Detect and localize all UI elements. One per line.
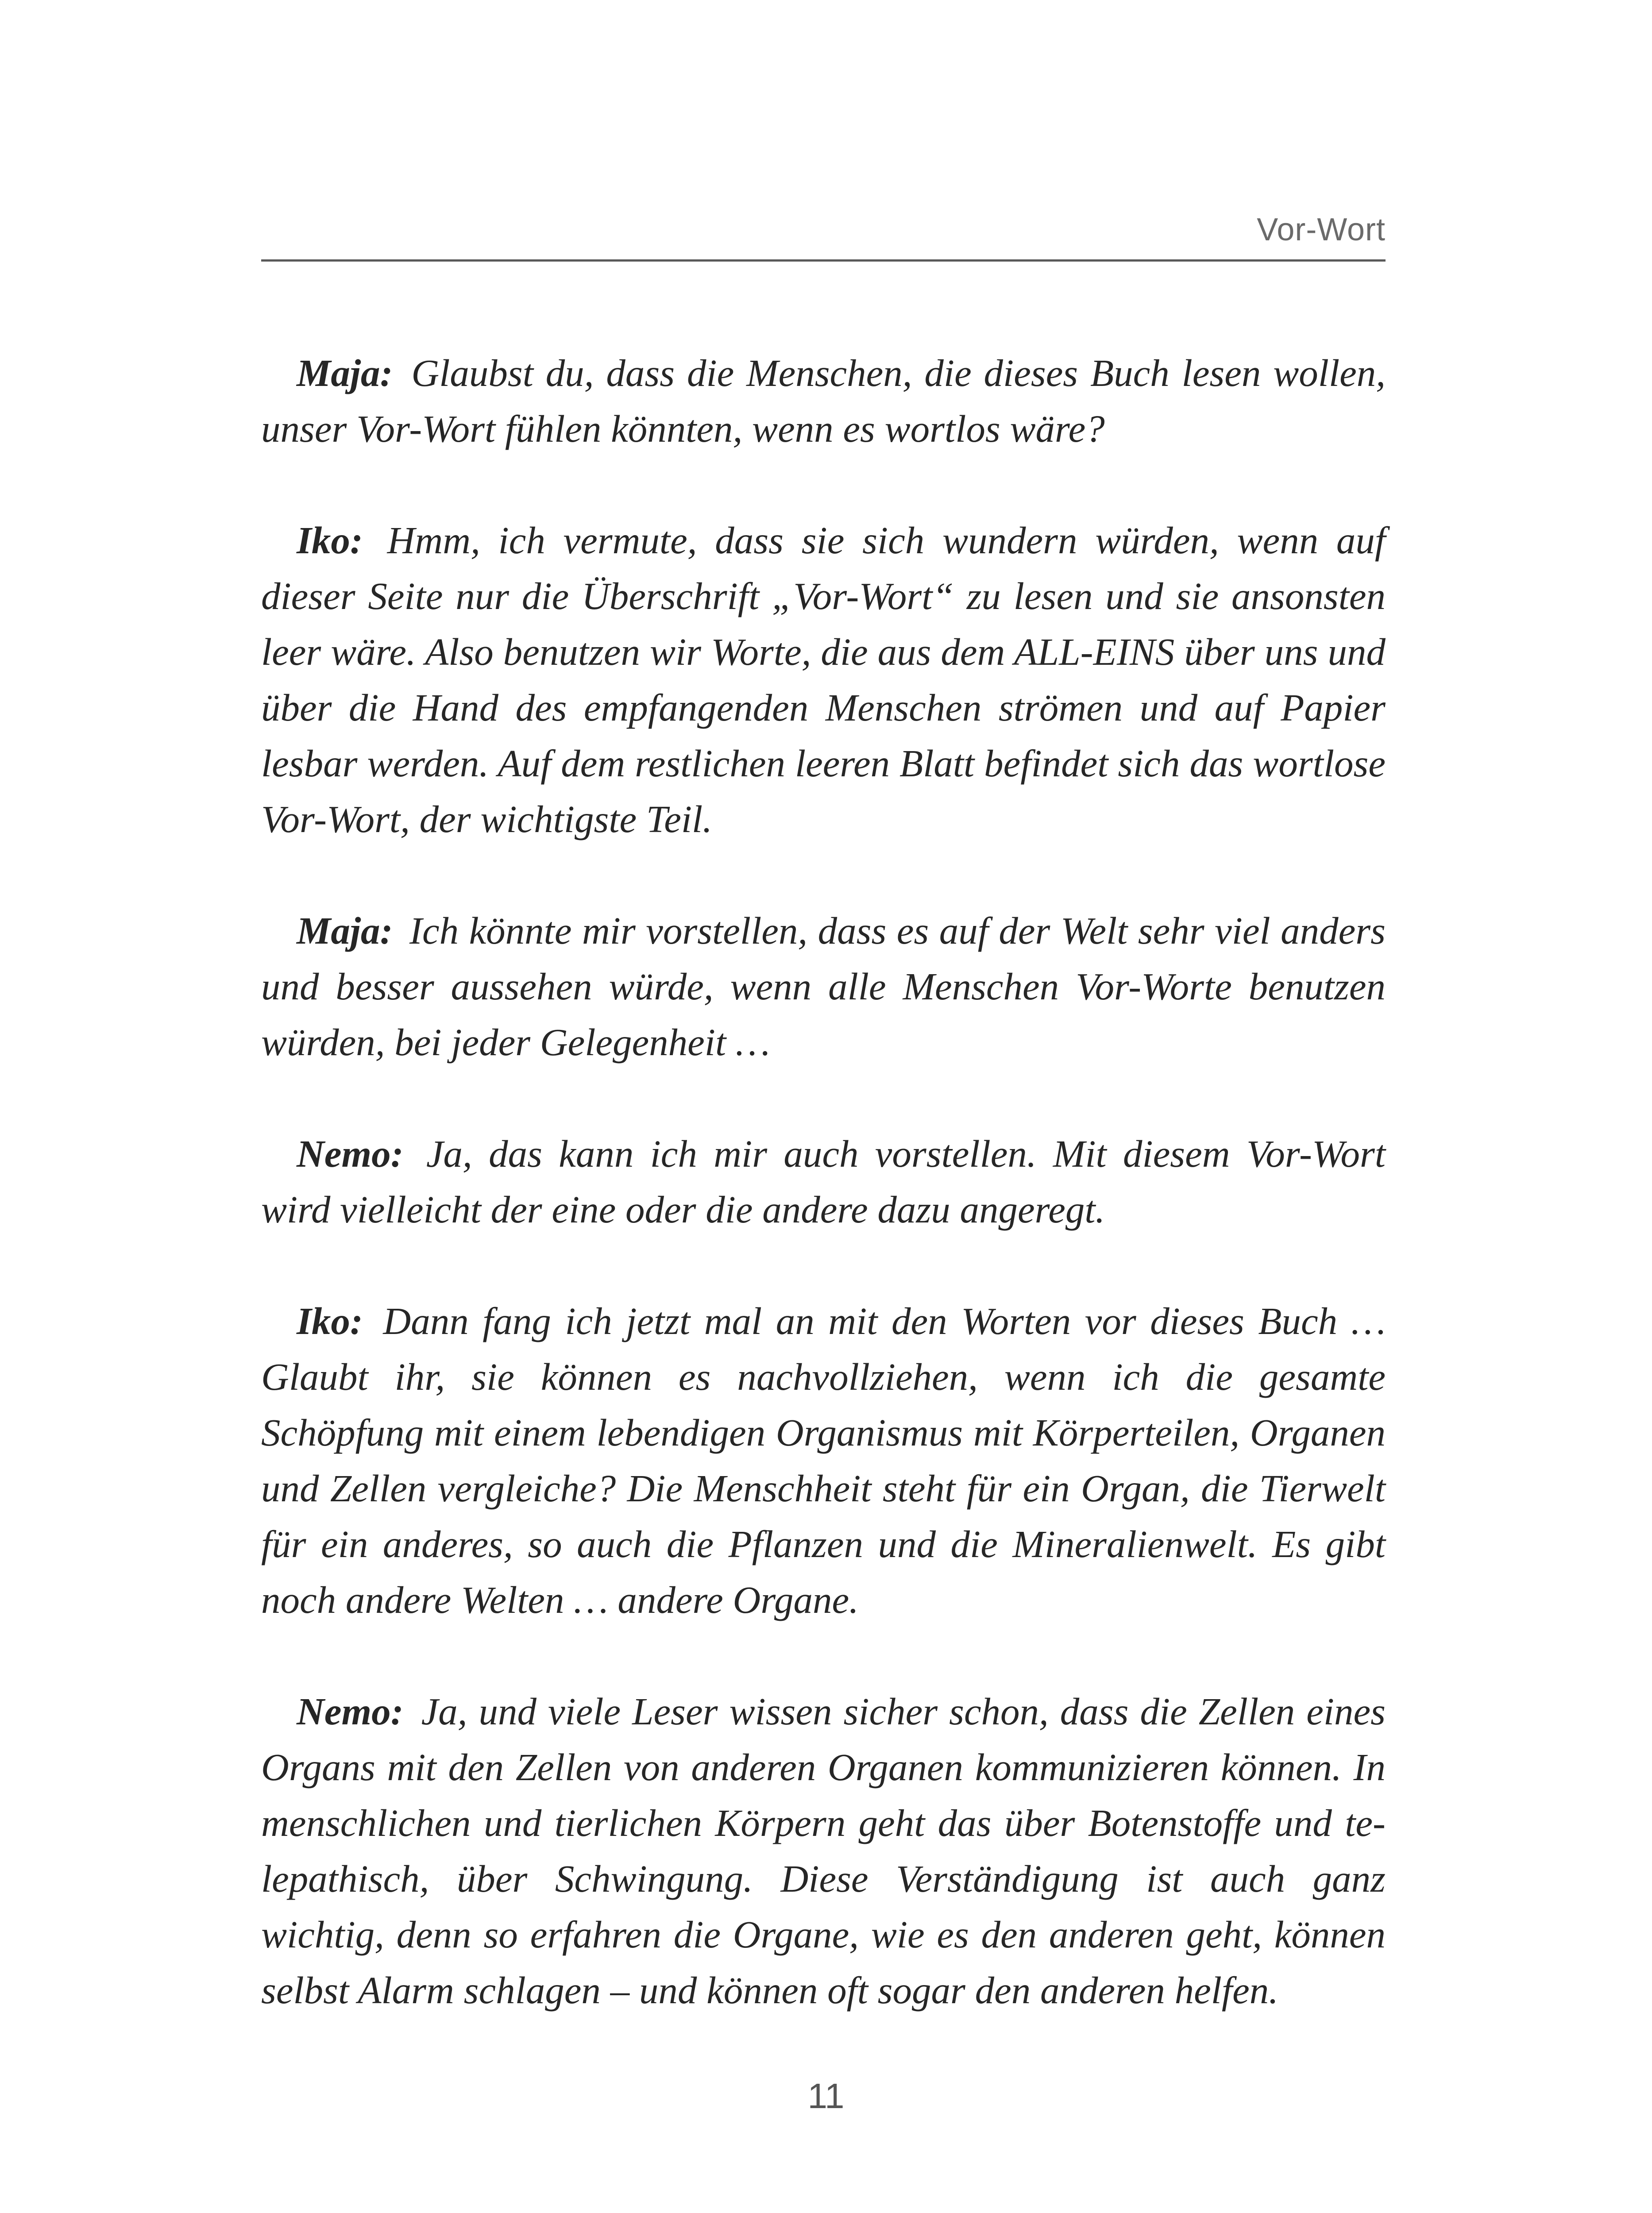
dialogue-paragraph bbox=[261, 345, 1386, 457]
dialogue-paragraph bbox=[261, 1684, 1386, 2018]
page-number: 11 bbox=[807, 2076, 845, 2116]
speaker-name: Iko: bbox=[297, 1299, 363, 1342]
paragraph-text: Dann fang ich jetzt mal an mit den Worten vor dieses Buch … Glaubt ihr, sie können es nachvollziehen, wenn ich die gesamte Schöpfung mit einem lebendigen Organismus mit Körperteilen, Organen und Zellen vergleiche? Die Menschheit steht für ein Organ, die Tierwelt für ein anderes, so auch die Pflanzen und die Mineralienwelt. Es gibt noch andere Welten … andere Organe. bbox=[261, 1299, 1386, 1621]
dialogue-body bbox=[261, 345, 1386, 2074]
dialogue-paragraph bbox=[261, 903, 1386, 1070]
speaker-name: Iko: bbox=[297, 519, 363, 562]
speaker-name: Maja: bbox=[297, 909, 393, 952]
paragraph-text: Glaubst du, dass die Menschen, die dieses Buch lesen wollen, unser Vor-Wort fühlen könnten, wenn es wortlos wäre? bbox=[261, 351, 1386, 450]
dialogue-paragraph bbox=[261, 1126, 1386, 1238]
dialogue-paragraph bbox=[261, 1293, 1386, 1628]
speaker-name: Nemo: bbox=[297, 1690, 404, 1733]
header-rule bbox=[261, 259, 1386, 262]
speaker-name: Nemo: bbox=[297, 1132, 404, 1175]
paragraph-text: Ich könnte mir vorstellen, dass es auf der Welt sehr viel anders und besser aussehen würde, wenn alle Menschen Vor-Worte benutzen würden, bei jeder Gelegenheit … bbox=[261, 909, 1386, 1064]
running-header-title: Vor-Wort bbox=[1257, 212, 1386, 247]
paragraph-text: Ja, das kann ich mir auch vorstellen. Mit diesem Vor-Wort wird vielleicht der eine oder die andere dazu angeregt. bbox=[261, 1132, 1386, 1231]
paragraph-text: Hmm, ich vermute, dass sie sich wundern würden, wenn auf dieser Seite nur die Überschrift „Vor-Wort“ zu lesen und sie ansonsten leer wäre. Also benutzen wir Worte, die aus dem ALL-EINS über uns und über die Hand des empfangenden Menschen strömen und auf Papier lesbar werden. Auf dem restlichen leeren Blatt befindet sich das wortlose Vor-Wort, der wichtigste Teil. bbox=[261, 519, 1386, 840]
dialogue-paragraph bbox=[261, 513, 1386, 847]
paragraph-text: Ja, und viele Leser wissen sicher schon, dass die Zellen eines Organs mit den Zellen von anderen Organen kommunizieren können. In menschlichen und tierlichen Körpern geht das über Botenstoffe und telepathisch, über Schwingung. Diese Verständigung ist auch ganz wichtig, denn so erfahren die Organe, wie es den anderen geht, können selbst Alarm schlagen – und können oft sogar den anderen helfen. bbox=[261, 1690, 1386, 2012]
speaker-name: Maja: bbox=[297, 351, 393, 394]
